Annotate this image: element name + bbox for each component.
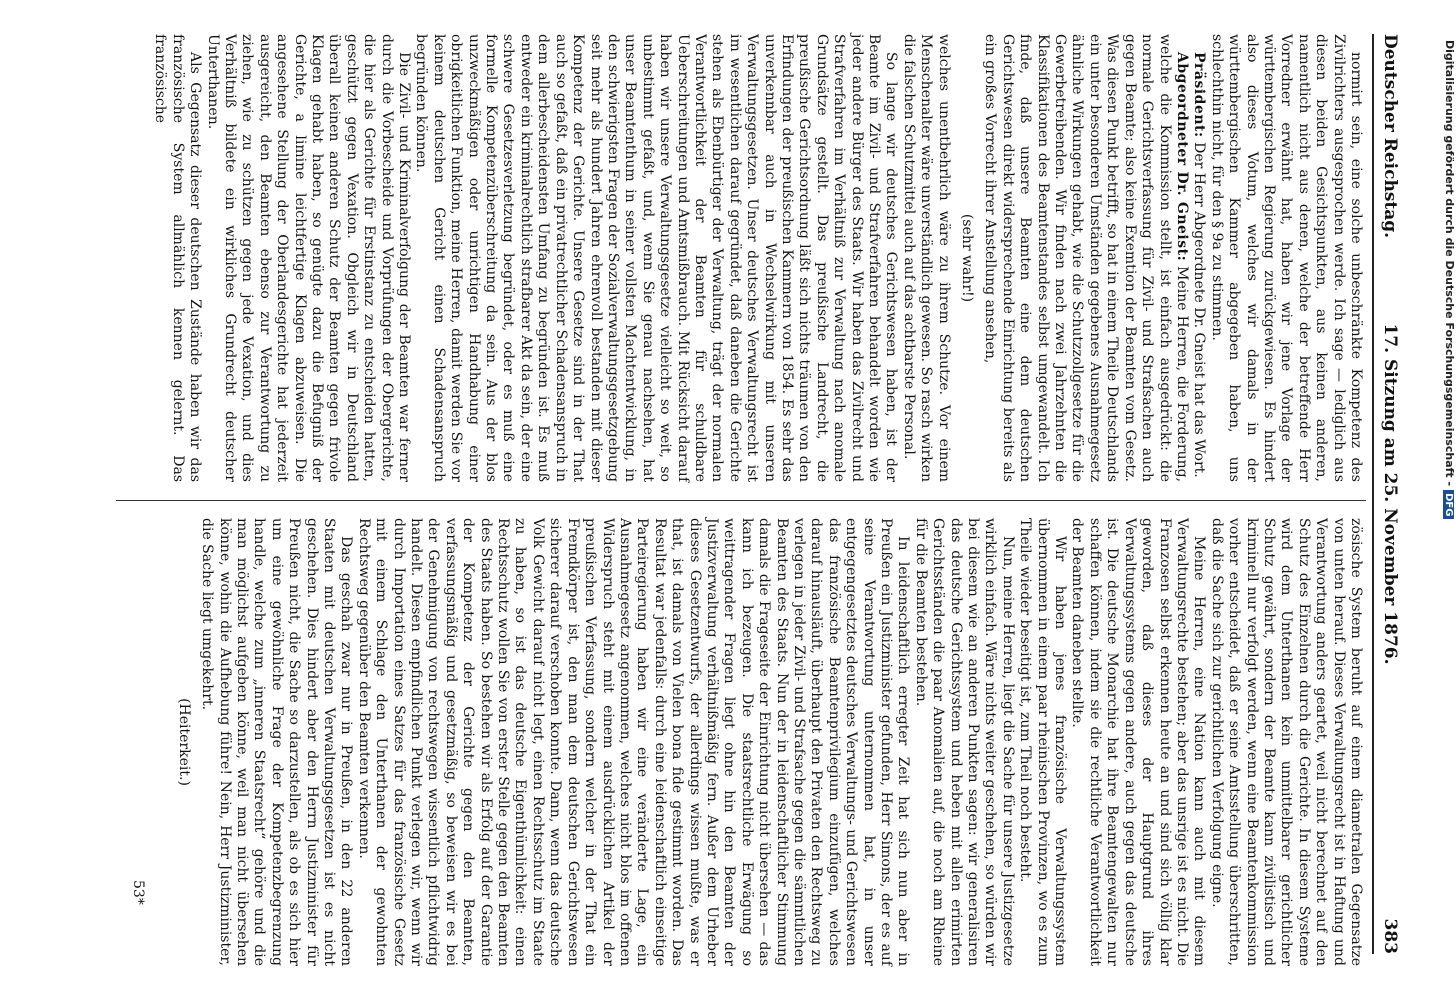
paragraph-text: Die Zivil- und Kriminalverfolgung der Beamten war ferner durch die Vorbescheide und Vorprüfungen der Obergerichte, die hier als Gerichte für Erstinstanz zu entscheiden hatten, geschützt gegen Vexation. Obgleich wir in Deutschland überall keinen anderen Schutz der Beamten gegen frivole Klagen gehabt haben, so genügte dazu die Befugniß der Gerichte, a limine leichtfertige Klagen abzuweisen. Die angesehene Stellung der Oberlandesgerichte hat jederzeit ausgereicht, den Beamten ebenso zur Verantwortung zu ziehen, wie zu schützen gegen jede Vexation, und dies Verhältniß bildete ein wirkliches Grundrecht deutscher Unterthanen. — [204, 34, 413, 482]
header-publication: Deutscher Reichstag. — [1380, 34, 1400, 239]
page-header — [1372, 34, 1404, 954]
paragraph — [1207, 518, 1364, 966]
paragraph — [198, 518, 355, 966]
paragraph-text: Meine Herren, eine Nation kann auch mit diesem Verwaltungsrechte bestehen; aber das unsrige ist es nicht. Die Franzosen selbst erkennen heute an und sind sich völlig klar geworden, daß dieses der Hauptgrund ihres Verwaltungssystems gegen andere, auch gegen das deutsche ist. Die deutsche Monarchie hat ihre Beamtengewalten nur schaffen können, indem sie die rechtliche Verantwortlichkeit der Beamten daneben stellte. — [1069, 518, 1208, 966]
dfg-logo: DFG — [1443, 490, 1454, 519]
paragraph — [1207, 34, 1364, 482]
speaker-name: Präsident: — [1191, 52, 1208, 138]
header-session: 17. Sitzung am 25. November 1876. — [1380, 323, 1400, 665]
paragraph-text: Wir haben jenes französische Verwaltungssystem übernommen in einem paar rheinischen Provinzen, wo es zum Theile wieder beseitigt ist, zum Theil noch besteht. — [1017, 518, 1069, 966]
paragraph — [412, 34, 899, 482]
paragraph — [151, 34, 203, 482]
interjection — [958, 34, 975, 482]
text-column-right — [24, 518, 1364, 966]
paragraph — [203, 34, 412, 482]
credit-text: Digitalisierung gefördert durch die Deutsche Forschungsgemeinschaft - — [1443, 40, 1456, 487]
paragraph-text: Das geschah zwar nur in Preußen, in den 22 anderen Staaten mit deutschen Verwaltungsgesetzen ist es nicht geschehen. Dies hindert aber den Herrn Justizminister für Preußen nicht, die Sache so darzustellen, als ob es sich hier um eine gewöhnliche Frage der Kompetenzbegrenzung handle, welche zum „inneren Staatsrecht“ gehöre und die man möglichst aufgeben könne, weil man nicht übersehen könne, wohin die Aufhebung führe! Nein, Herr Justizminister, die Sache liegt umgekehrt. — [199, 518, 355, 966]
speech-paragraph — [981, 34, 1190, 482]
column-divider — [116, 500, 1366, 501]
digitization-credit — [1436, 40, 1456, 980]
speech-paragraph — [1190, 34, 1207, 482]
paragraph — [354, 518, 911, 966]
paragraph-text: Der Herr Abgeordnete Dr. Gneist hat das Wort. — [1191, 142, 1208, 478]
header-page-number: 383 — [1380, 918, 1400, 954]
interjection-text: (Heiterkeit.) — [175, 698, 192, 786]
sheet-mark: 53* — [130, 880, 146, 905]
paragraph — [1016, 518, 1068, 966]
paragraph-text: normirt sein, eine solche unbeschränkte Kompetenz des Zivilrichters ausgesprochen werde. Ich sage — lediglich aus diesen beiden Gesichtspunkten, aus keinen anderen, namentlich nicht aus denen, welche der betreffende Herr Vorredner erwähnt hat, haben wir jene Vorlage der württembergischen Regierung zurückgewiesen. Es hindert also dieses Votum, welches wir damals in der württembergischen Kammer abgegeben haben, uns schlechthin nicht, für den § 9a zu stimmen. — [1208, 34, 1364, 482]
paragraph-text: zösische System beruht auf einem diametralen Gegensatze von unten herauf. Dieses Verwaltungsrecht ist in Haftung und Verantwortung anders geartet, weil nicht berechnet auf den Schutz des Einzelnen durch die Gerichte. In diesem Systeme wird dem Unterthanen kein unmittelbarer gerichtlicher Schutz gewährt, sondern der Beamte kann zivilistisch und kriminell nur verfolgt werden, wenn eine Beamtenkommission vorher entscheidet, daß er seine Amtsstellung überschritten, daß die Sache sich zur gerichtlichen Verfolgung eigne. — [1208, 518, 1364, 966]
speaker-name: Abgeordneter Dr. Gneist: — [1173, 52, 1190, 262]
paragraph-text: Meine Herren, die Forderung, welche die Kommission stellt, ist einfach ausgedrückt: die normale Gerichtsverfassung für Zivil- und Strafsachen auch gegen Beamte; also keine Exemtion der Beamten vom Gesetz. Was diesen Punkt betrifft, so hat in einem Theile Deutschlands ein unter besonderen Umständen gegebenes Ausnahmegesetz ähnliche Wirkungen gehabt, wie die Schutzzollgesetze für die Gewerbetreibenden. Wir finden nach zwei Jahrzehnten die Klassifikationen des Beamtenstandes selbst umgewandelt. Ich finde, daß unsere Beamten eine dem deutschen Gerichtswesen direkt widersprechende Einrichtung bereits als ein großes Vorrecht ihrer Anstellung ansehen, — [982, 34, 1190, 483]
interjection-text: (sehr wahr!) — [959, 213, 976, 303]
paragraph — [899, 34, 951, 482]
paragraph — [911, 518, 1015, 966]
paragraph-text: welches unentbehrlich wäre zu ihrem Schutze. Vor einem Menschenalter wäre unverständlich gewesen. So rasch wirken die falschen Schutzmittel auch auf das achtbarste Personal. — [900, 34, 952, 482]
text-column-left — [24, 34, 1364, 482]
paragraph-text: In leidenschaftlich erregter Zeit hat sich nun aber in Preußen ein Justizminister gefunden, Herr Simons, der es auf seine Verantwortung unternommen hat, in unser entgegengesetztes deutsches Verwaltungs- und Gerichtswesen das französische Beamtenprivilegium einzufügen, welches darauf hinausläuft, überhaupt den Privaten den Rechtsweg zu verlegen in jeder Zivil- und Strafsache gegen die sämmtlichen Beamten des Staats. Nun der in leidenschaftlicher Stimmung damals die Frageseite der Einrichtung nicht übersehen — das kann ich bezeugen. Die staatsrechtliche Erwägung so weittragender Fragen liegt ohne hin den Beamten der Justizverwaltung verhältnißmäßig fern. Außer dem Urheber dieses Gesetzentwurfs, der allerdings wissen mußte, was er that, ist damals von Vielen bona fide gestimmt worden. Das Resultat war jedenfalls: durch eine leidenschaftlich einseitige Parteiregierung haben wir eine veränderte Lage, ein Ausnahmegesetz angenommen, welches nicht blos im offenen Widerspruch steht mit einem ausdrücklichen Artikel der preußischen Verfassung, sondern welcher in der That ein Fremdkörper ist, den man dem deutschen Gerichtswesen sicherer darauf verschoben konnte. Dann, wenn das deutsche Volk Gewicht darauf nicht legt, einen Rechtsschutz im Staate zu haben, so ist das deutsche Eigenthümlichkeit: einen Rechtsschutz wollen Sie von erster Stelle gegen den Beamten des Staats haben. So bestehen wir als Erfolg auf der Garantie der Kompetenz der Gerichte gegen den Beamten, verfassungsmäßig und gesetzmäßig, so beweisen wir es bei der Genehmigung von rechtswegen wissentlich pflichtwidrig handelt. Diesen empfindlichen Punkt verlegen wir, wenn wir durch Importation eines Satzes für das französische Gesetz mit einem Schlage den Unterthanen der gewohnten Rechtsweg gegenüber den Beamten verkennen. — [355, 518, 912, 966]
paragraph — [1068, 518, 1207, 966]
interjection — [174, 518, 191, 966]
paragraph-text: So lange wir deutsches Gerichtswesen haben, ist der Beamte im Zivil- und Strafverfahren behandelt worden wie jeder andere Bürger des Staats. Wir haben das Zivilrecht und Strafverfahren im Verhältniß zur Verwaltung nach anomale Grundsätze gestellt. Das preußische Landrecht, die preußische Gerichtsordnung läßt sich nichts träumen von den Erfindungen der preußischen Kammern von 1854. Es sehr das unverkennbar auch in Wechselwirkung mit unseren Verwaltungsgesetzen. Unser deutsches Verwaltungsrecht ist im wesentlichen darauf gegründet, daß daneben die Gerichte stehen als Ebenbürtiger der Verwaltung, trägt der normalen Verantwortlichkeit der Beamten für schuldbare Ueberschreitungen und Amtsmißbrauch. Mit Rücksicht darauf haben wir unsere Verwaltungsgesetze vielleicht so weit, so unbestimmt gefaßt, und, wenn Sie genau nachsehen, hat unser Beamtenthum in seiner vollsten Machtentwicklung, in den schwierigsten Fragen der Sozialverwaltungsgesetzgebung seit mehr als hundert Jahren ehrenvoll bestanden mit dieser Kompetenz der Gerichte. Unsere Gesetze sind in der That auch so gefaßt, daß ein privatrechtlicher Schadensanspruch in dem allerbescheidensten Umfang zu begründen ist. Es muß entweder ein kriminalrechtlich strafbarer Akt da sein, der eine schwere Gesetzesverletzung begründet, oder es muß eine formelle Kompetenzüberschreitung da sein. Aus der blos unzweckmäßigen oder unrichtigen Handhabung einer obrigkeitlichen Funktion, meine Herren, damit werden Sie vor keinem deutschen Gericht einen Schadensanspruch begründen können. — [413, 34, 900, 482]
paragraph-text: Nun, meine Herren, liegt die Sache für unsere Justizgesetze wirklich einfach. Wäre nichts weiter geschehen, so würden wir bei diesem wie an anderen Punkten sagen: wir generalisiren das deutsche Gerichtssystem und heben mit allen erimirten Gerichtsständen die paar Anomalien auf, die noch am Rheine für die Beamten bestehen. — [912, 518, 1016, 966]
paragraph-text: Als Gegensatz dieser deutschen Zustände haben wir das französische System allmählich kennen gelernt. Das französische — [152, 34, 204, 482]
